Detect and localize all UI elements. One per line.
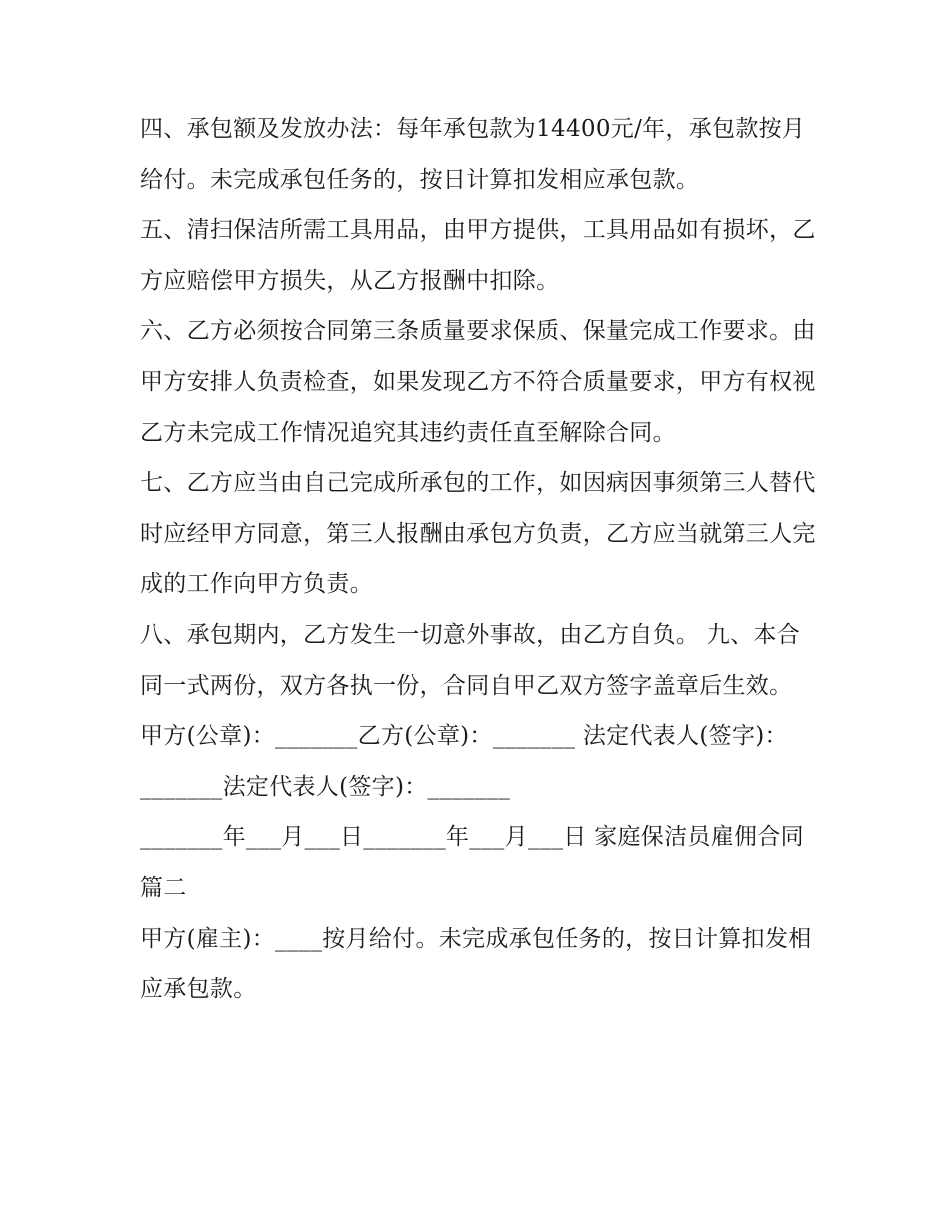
clause-four-payment: 四、承包额及发放办法：每年承包款为14400元/年，承包款按月给付。未完成承包任务的，按日计算扣发相应承包款。 <box>140 116 806 193</box>
signature-line: 甲方(公章)：_______乙方(公章)：_______ 法定代表人(签字)：_______法定代表人(签字)：_______ <box>140 723 788 800</box>
clause-eight-nine-accident-copies: 八、承包期内，乙方发生一切意外事故，由乙方自负。 九、本合同一式两份，双方各执一份，合同自甲乙双方签字盖章后生效。 <box>140 621 801 699</box>
clause-seven-substitute: 七、乙方应当由自己完成所承包的工作，如因病因事须第三人替代时应经甲方同意，第三人报酬由承包方负责，乙方应当就第三人完成的工作向甲方负责。 <box>140 470 816 598</box>
clause-six-quality: 六、乙方必须按合同第三条质量要求保质、保量完成工作要求。由甲方安排人负责检查，如果发现乙方不符合质量要求，甲方有权视乙方未完成工作情况追究其违约责任直至解除合同。 <box>140 318 816 446</box>
document-body <box>140 104 820 1015</box>
date-line-and-section-title: _______年___月___日_______年___月___日 家庭保洁员雇佣合同篇二 <box>140 824 804 901</box>
clause-five-tools: 五、清扫保洁所需工具用品，由甲方提供，工具用品如有损坏，乙方应赔偿甲方损失，从乙方报酬中扣除。 <box>140 217 816 294</box>
employer-party-line: 甲方(雇主)：____按月给付。未完成承包任务的，按日计算扣发相应承包款。 <box>140 925 812 1003</box>
